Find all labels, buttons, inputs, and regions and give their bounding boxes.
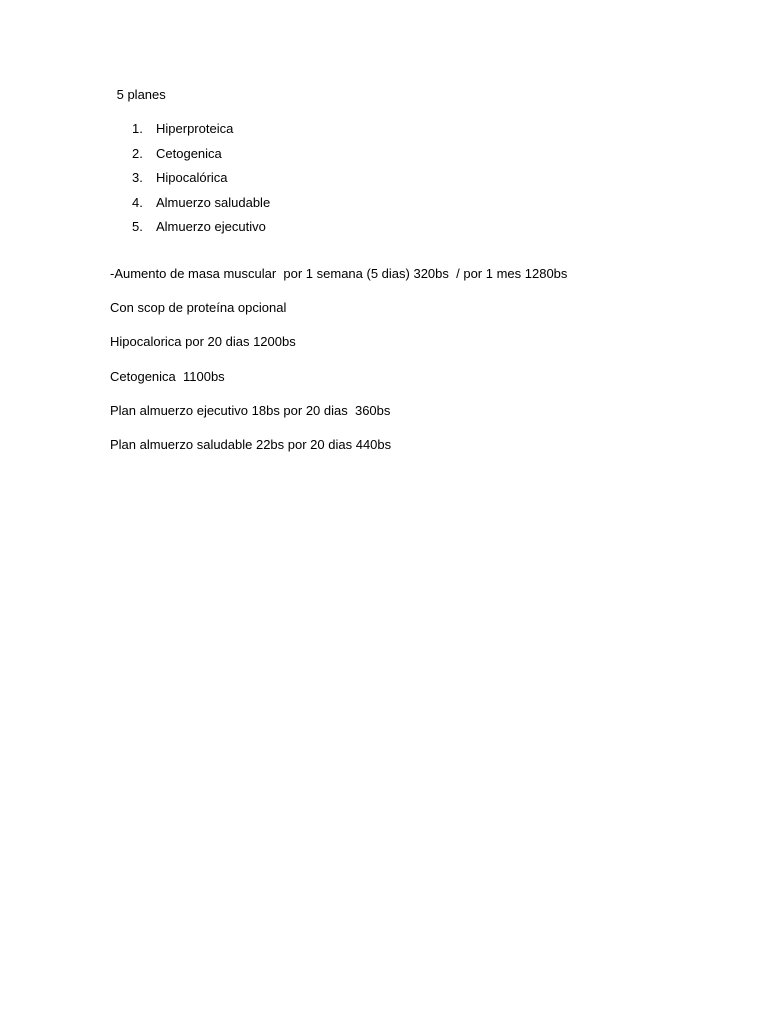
paragraph-muscle-mass-price: -Aumento de masa muscular por 1 semana (5 dias) 320bs / por 1 mes 1280bs <box>110 266 568 281</box>
plan-label: Cetogenica <box>156 145 222 161</box>
plan-label: Almuerzo saludable <box>156 194 271 210</box>
plan-number: 1. <box>132 121 143 136</box>
paragraph-executive-lunch-price: Plan almuerzo ejecutivo 18bs por 20 dias 360bs <box>110 403 391 418</box>
paragraph-ketogenic-price: Cetogenica 1100bs <box>110 369 225 384</box>
plan-label: Almuerzo ejecutivo <box>156 219 266 235</box>
plan-label: Hipocalórica <box>156 170 228 186</box>
plan-label: Hiperproteica <box>156 121 234 136</box>
plan-number: 5. <box>132 219 143 235</box>
plan-number: 4. <box>132 194 143 210</box>
paragraph-protein-scoop-note: Con scop de proteína opcional <box>110 300 287 315</box>
plan-number: 3. <box>132 170 143 186</box>
paragraph-healthy-lunch-price: Plan almuerzo saludable 22bs por 20 dias 440bs <box>110 437 392 452</box>
paragraph-hypocaloric-price: Hipocalorica por 20 dias 1200bs <box>110 334 296 349</box>
plan-number: 2. <box>132 145 143 161</box>
plans-heading: 5 planes <box>113 87 166 102</box>
